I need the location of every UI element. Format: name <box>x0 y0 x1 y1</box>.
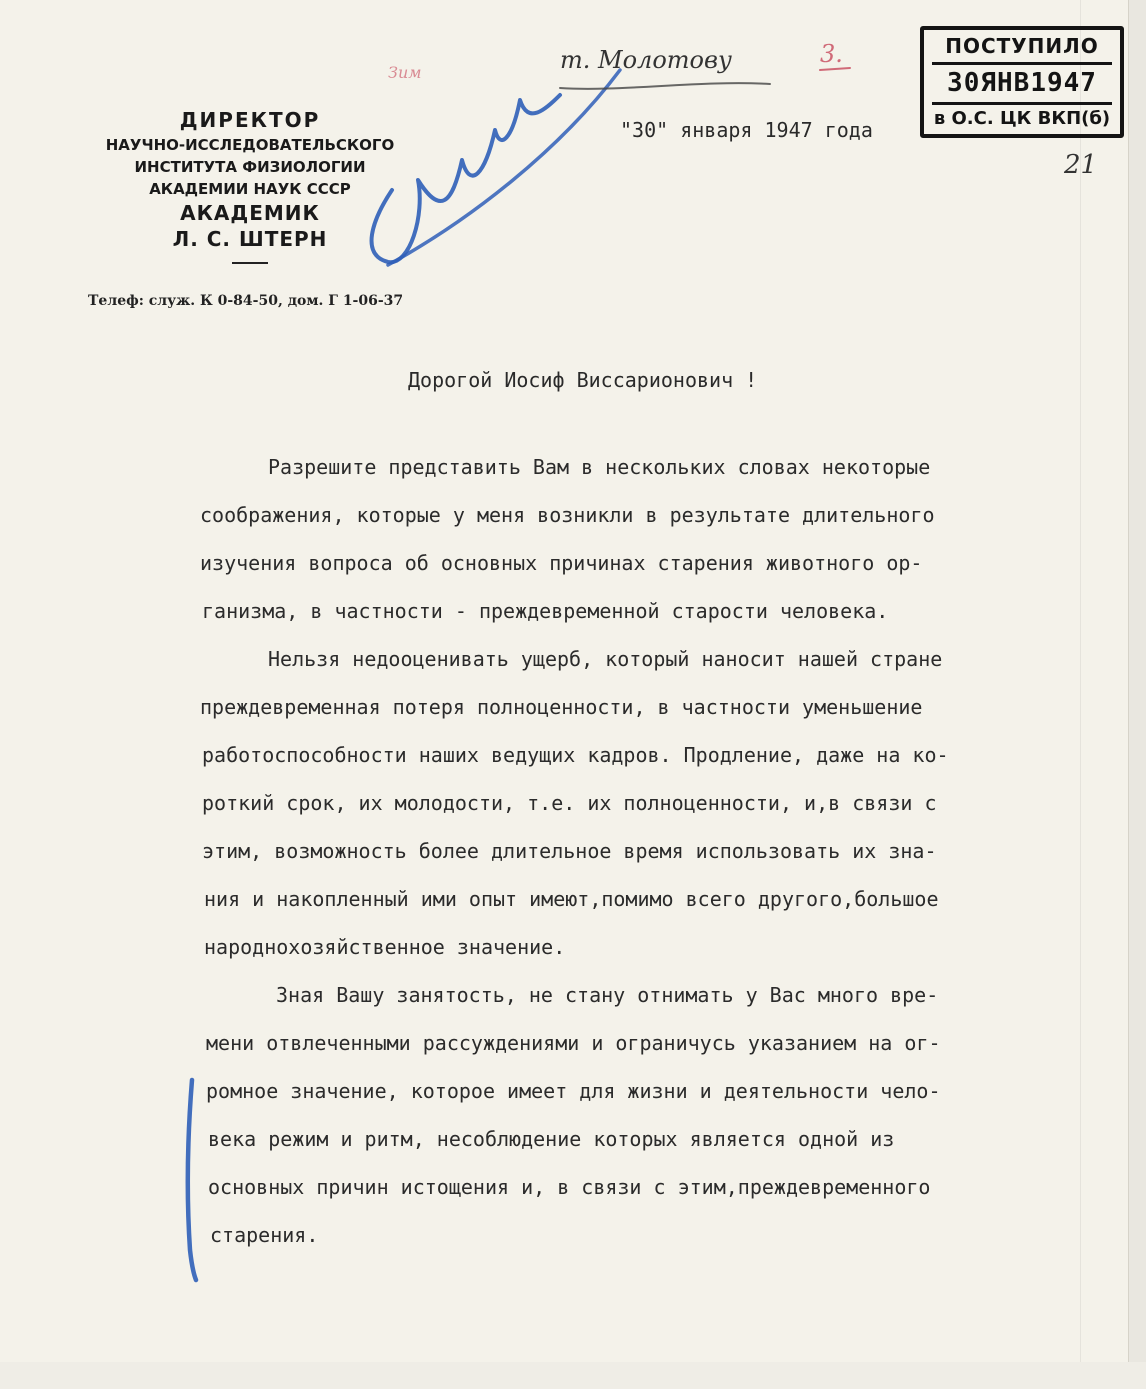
body-line: ния и накопленный ими опыт имеют,помимо всего другого,большое <box>204 887 939 911</box>
letter-date: "30" января 1947 года <box>620 118 873 142</box>
body-line: века режим и ритм, несоблюдение которых является одной из <box>208 1127 895 1151</box>
body-line: Нельзя недооценивать ущерб, который наносит нашей стране <box>268 647 943 671</box>
body-line: преждевременная потеря полноценности, в частности уменьшение <box>200 695 923 719</box>
letterhead-institute-line1: НАУЧНО-ИССЛЕДОВАТЕЛЬСКОГО <box>105 136 395 154</box>
addressee-handwriting: т. Молотову <box>560 46 732 74</box>
scan-background <box>0 1362 1146 1389</box>
addressee-underline <box>560 83 770 89</box>
body-line: основных причин истощения и, в связи с этим,преждевременного <box>208 1175 931 1199</box>
blue-resolution-scrawl <box>372 95 560 262</box>
body-line: роткий срок, их молодости, т.е. их полноценности, и,в связи с <box>202 791 937 815</box>
body-line: старения. <box>210 1223 319 1247</box>
blue-margin-bracket <box>188 1080 196 1280</box>
body-line: изучения вопроса об основных причинах старения животного ор- <box>200 551 923 575</box>
body-line: соображения, которые у меня возникли в результате длительного <box>200 503 935 527</box>
folio-number: 21 <box>1064 150 1098 180</box>
body-line: мени отвлеченными рассуждениями и ограничусь указанием на ог- <box>206 1031 941 1055</box>
body-line: Разрешите представить Вам в нескольких словах некоторые <box>268 455 931 479</box>
body-line: этим, возможность более длительное время использовать их зна- <box>202 839 937 863</box>
letterhead-name: Л. С. ШТЕРН <box>172 227 328 251</box>
body-line: работоспособности наших ведущих кадров. Продление, даже на ко- <box>202 743 949 767</box>
blue-long-stroke <box>388 70 620 265</box>
letterhead-title: АКАДЕМИК <box>180 201 320 225</box>
letterhead-institute-line3: АКАДЕМИИ НАУК СССР <box>149 180 351 198</box>
stamp-department: в О.С. ЦК ВКП(б) <box>933 108 1111 129</box>
stamp-received-label: ПОСТУПИЛО <box>945 34 1099 58</box>
body-line: народнохозяйственное значение. <box>204 935 566 959</box>
phone-numbers: Телеф: служ. К 0-84-50, дом. Г 1-06-37 <box>88 293 404 309</box>
red-number-underline <box>820 68 850 70</box>
salutation: Дорогой Иосиф Виссарионович ! <box>408 368 758 392</box>
red-pencil-note: Зим <box>388 63 422 82</box>
letterhead-institute-line2: ИНСТИТУТА ФИЗИОЛОГИИ <box>134 158 366 176</box>
body-line: ромное значение, которое имеет для жизни и деятельности чело- <box>206 1079 941 1103</box>
body-line: Зная Вашу занятость, не стану отнимать у Вас много вре- <box>276 983 939 1007</box>
stamp-date: 30ЯНВ1947 <box>947 68 1097 98</box>
letterhead-director: ДИРЕКТОР <box>179 108 321 132</box>
red-pencil-number: 3. <box>820 40 843 68</box>
body-line: ганизма, в частности - преждевременной старости человека. <box>202 599 889 623</box>
